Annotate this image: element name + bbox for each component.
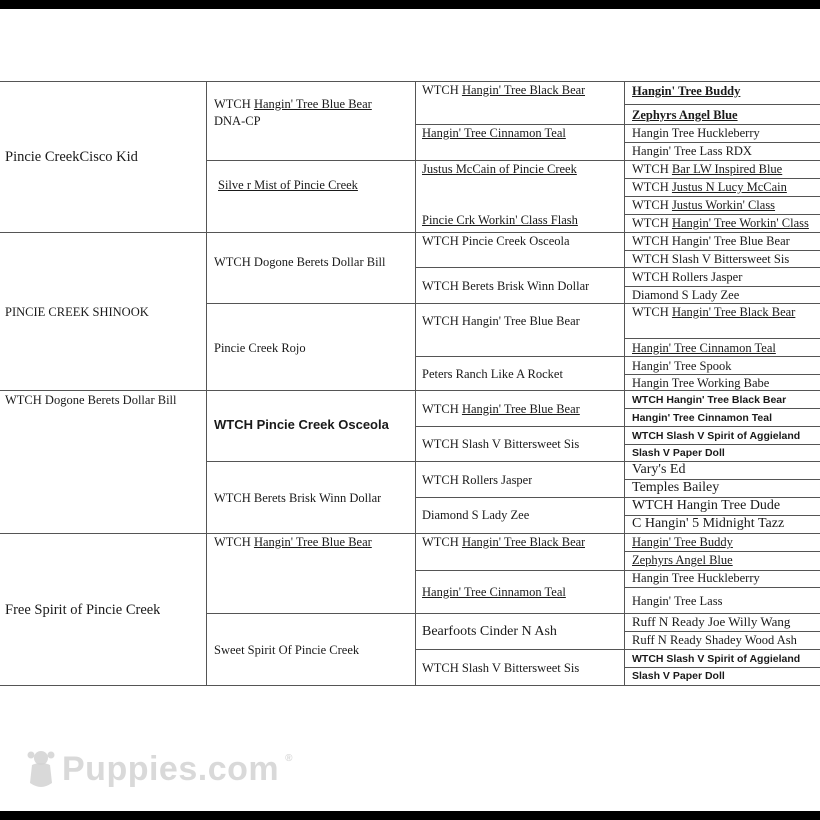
- rule-c4-10: [625, 408, 820, 409]
- rule-c4-6: [625, 250, 820, 251]
- c3-entry-14: Hangin' Tree Cinnamon Teal: [422, 585, 566, 599]
- col-divider-2: [415, 81, 416, 686]
- c3-entry-10: WTCH Slash V Bittersweet Sis: [422, 437, 580, 451]
- rule-q3: [0, 533, 820, 534]
- c4-entry-13: WTCH Hangin' Tree Black Bear: [632, 305, 796, 319]
- c3-entry-12: Diamond S Lady Zee: [422, 508, 530, 522]
- c3-entry-2: Hangin' Tree Cinnamon Teal: [422, 126, 566, 140]
- c4-entry-29: Ruff N Ready Joe Willy Wang: [632, 615, 791, 629]
- watermark-text: Puppies.com: [62, 749, 280, 788]
- rule-c3-7: [416, 649, 820, 650]
- c3-entry-11: WTCH Rollers Jasper: [422, 473, 533, 487]
- c4-entry-19: WTCH Slash V Spirit of Aggieland: [632, 430, 801, 442]
- c3-entry-1: WTCH Hangin' Tree Black Bear: [422, 83, 586, 97]
- rule-c4-15: [625, 587, 820, 588]
- c2-entry-7: WTCH Hangin' Tree Blue Bear: [214, 535, 372, 549]
- c3-entry-9: WTCH Hangin' Tree Blue Bear: [422, 402, 580, 416]
- c4-entry-22: Temples Bailey: [632, 480, 720, 495]
- c3-entry-16: WTCH Slash V Bittersweet Sis: [422, 661, 580, 675]
- c3-entry-4: Pincie Crk Workin' Class Flash: [422, 213, 578, 227]
- rule-c4-14: [625, 551, 820, 552]
- paternal-grandsire: PINCIE CREEK SHINOOK: [5, 305, 149, 319]
- rule-c4-1: [625, 104, 820, 105]
- rule-c2-1: [207, 160, 820, 161]
- c3-entry-3: Justus McCain of Pincie Creek: [422, 162, 577, 176]
- rule-c4-3: [625, 178, 820, 179]
- rule-c3-4: [416, 426, 820, 427]
- c4-entry-2: Zephyrs Angel Blue: [632, 108, 738, 122]
- c2-entry-2: Silve r Mist of Pincie Creek: [218, 178, 358, 192]
- c4-entry-31: WTCH Slash V Spirit of Aggieland: [632, 653, 801, 665]
- c3-entry-8: Peters Ranch Like A Rocket: [422, 367, 563, 381]
- sire: Pincie CreekCisco Kid: [5, 149, 138, 165]
- c4-entry-32: Slash V Paper Doll: [632, 670, 725, 682]
- c4-entry-6: WTCH Justus N Lucy McCain: [632, 180, 787, 194]
- col-divider-3: [624, 81, 625, 686]
- c4-entry-23: WTCH Hangin Tree Dude: [632, 498, 781, 513]
- c3-entry-5: WTCH Pincie Creek Osceola: [422, 234, 570, 248]
- c3-entry-13: WTCH Hangin' Tree Black Bear: [422, 535, 586, 549]
- rule-c4-11: [625, 444, 820, 445]
- c2-entry-3: WTCH Dogone Berets Dollar Bill: [214, 255, 386, 269]
- c4-entry-3: Hangin Tree Huckleberry: [632, 126, 760, 140]
- rule-c4-4: [625, 196, 820, 197]
- rule-c4-7: [625, 286, 820, 287]
- c4-entry-24: C Hangin' 5 Midnight Tazz: [632, 516, 785, 531]
- rule-c4-8: [625, 338, 820, 339]
- c4-entry-7: WTCH Justus Workin' Class: [632, 198, 776, 212]
- c4-entry-25: Hangin' Tree Buddy: [632, 535, 733, 549]
- c3-entry-15: Bearfoots Cinder N Ash: [422, 624, 557, 639]
- puppies-watermark: [26, 745, 293, 793]
- dog-silhouette-icon: [26, 749, 56, 789]
- rule-c2-4: [207, 613, 820, 614]
- c4-entry-8: WTCH Hangin' Tree Workin' Class: [632, 216, 809, 230]
- rule-q1: [0, 232, 820, 233]
- c4-entry-4: Hangin' Tree Lass RDX: [632, 144, 752, 158]
- c2-entry-4: Pincie Creek Rojo: [214, 341, 306, 355]
- c2-entry-1-note: DNA-CP: [214, 114, 261, 128]
- dam-line-title: Free Spirit of Pincie Creek: [5, 602, 161, 618]
- c4-entry-9: WTCH Hangin' Tree Blue Bear: [632, 234, 790, 248]
- rule-c4-17: [625, 667, 820, 668]
- c2-entry-6: WTCH Berets Brisk Winn Dollar: [214, 491, 382, 505]
- c4-entry-17: WTCH Hangin' Tree Black Bear: [632, 394, 787, 406]
- registered-mark: ®: [285, 753, 293, 764]
- rule-bottom: [0, 685, 820, 686]
- c4-entry-12: Diamond S Lady Zee: [632, 288, 740, 302]
- c4-entry-1: Hangin' Tree Buddy: [632, 84, 741, 98]
- c4-entry-28: Hangin' Tree Lass: [632, 594, 723, 608]
- c4-entry-16: Hangin Tree Working Babe: [632, 376, 770, 390]
- dam: WTCH Dogone Berets Dollar Bill: [5, 393, 177, 407]
- c4-entry-20: Slash V Paper Doll: [632, 447, 725, 459]
- c4-entry-27: Hangin Tree Huckleberry: [632, 571, 760, 585]
- rule-c4-9: [625, 374, 820, 375]
- rule-c4-5: [625, 214, 820, 215]
- c4-entry-21: Vary's Ed: [632, 462, 686, 477]
- rule-c4-16: [625, 631, 820, 632]
- c3-entry-6: WTCH Berets Brisk Winn Dollar: [422, 279, 590, 293]
- c4-entry-14: Hangin' Tree Cinnamon Teal: [632, 341, 776, 355]
- rule-c4-2: [625, 142, 820, 143]
- c2-entry-5: WTCH Pincie Creek Osceola: [214, 418, 389, 432]
- col-divider-1: [206, 81, 207, 686]
- rule-c2-2: [207, 303, 820, 304]
- c4-entry-15: Hangin' Tree Spook: [632, 359, 732, 373]
- c4-entry-26: Zephyrs Angel Blue: [632, 553, 733, 567]
- rule-top: [0, 81, 820, 82]
- rule-c3-1: [416, 124, 820, 125]
- c3-entry-7: WTCH Hangin' Tree Blue Bear: [422, 314, 580, 328]
- c4-entry-10: WTCH Slash V Bittersweet Sis: [632, 252, 790, 266]
- c4-entry-18: Hangin' Tree Cinnamon Teal: [632, 412, 772, 424]
- c2-entry-1: WTCH Hangin' Tree Blue Bear: [214, 97, 372, 111]
- rule-c3-3: [416, 356, 820, 357]
- rule-c3-2: [416, 267, 820, 268]
- c4-entry-11: WTCH Rollers Jasper: [632, 270, 743, 284]
- c2-entry-8: Sweet Spirit Of Pincie Creek: [214, 643, 360, 657]
- c4-entry-30: Ruff N Ready Shadey Wood Ash: [632, 633, 797, 647]
- bottom-border-bar: [0, 811, 820, 820]
- c4-entry-5: WTCH Bar LW Inspired Blue: [632, 162, 783, 176]
